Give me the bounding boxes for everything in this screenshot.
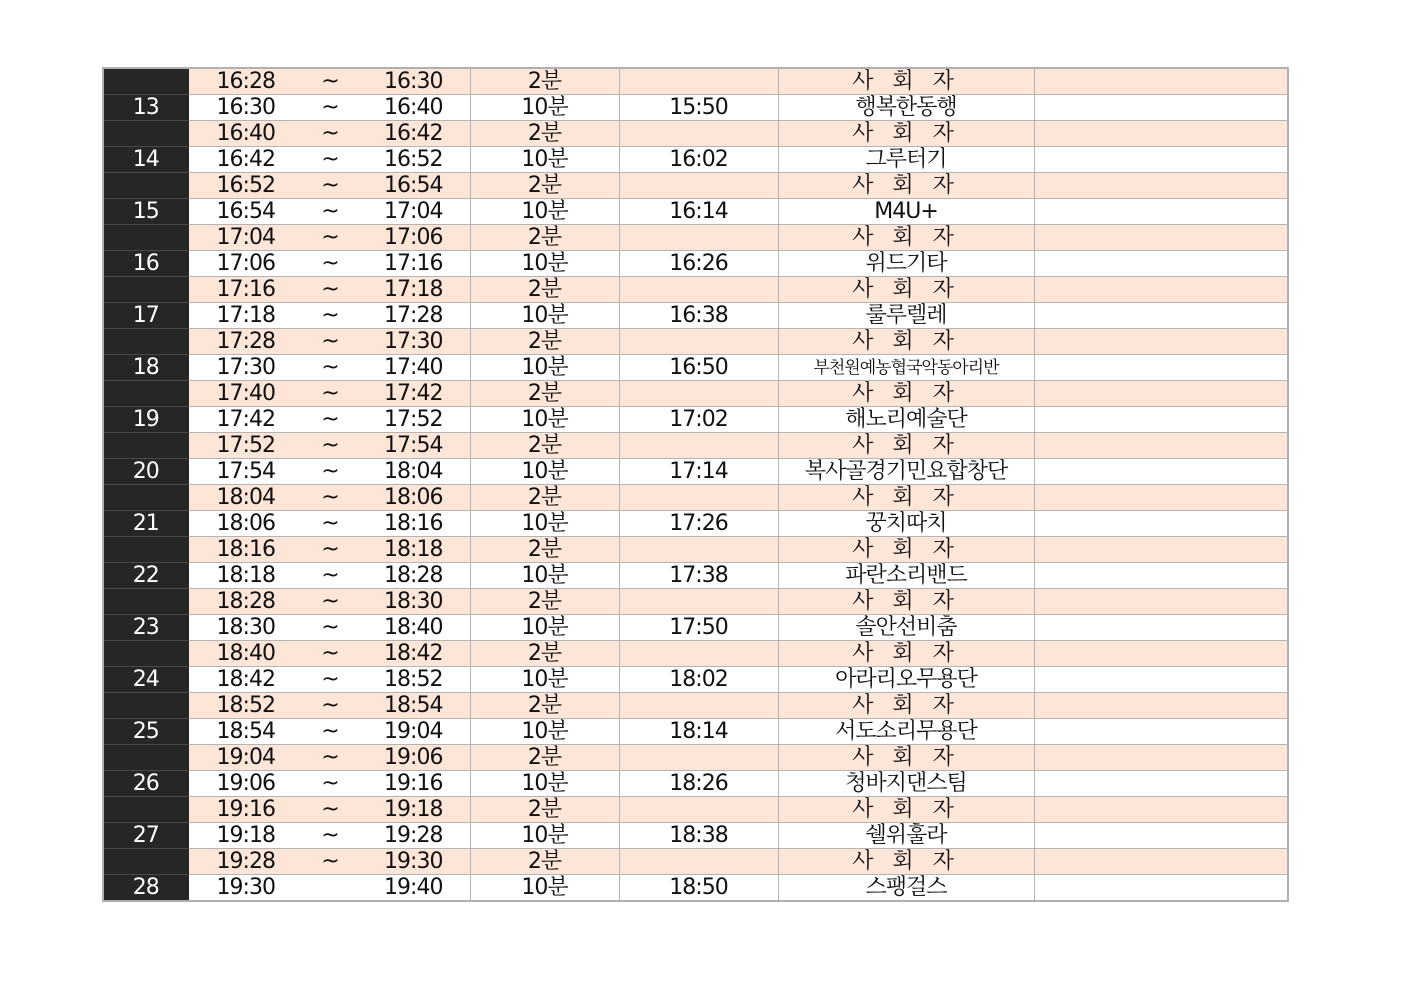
performance-number xyxy=(103,225,188,251)
note xyxy=(1034,485,1288,511)
start-time: 18:52 xyxy=(188,693,303,719)
performer-name: 위드기타 xyxy=(778,251,1034,277)
performance-number: 23 xyxy=(103,615,188,641)
rehearsal-time: 18:26 xyxy=(619,771,778,797)
start-time: 18:04 xyxy=(188,485,303,511)
note xyxy=(1034,563,1288,589)
start-time: 16:30 xyxy=(188,95,303,121)
performer-name: 해노리예술단 xyxy=(778,407,1034,433)
end-time: 19:30 xyxy=(357,849,470,875)
duration: 2분 xyxy=(470,485,619,511)
rehearsal-time: 15:50 xyxy=(619,95,778,121)
end-time: 17:54 xyxy=(357,433,470,459)
performance-number: 27 xyxy=(103,823,188,849)
duration: 2분 xyxy=(470,381,619,407)
time-separator: ~ xyxy=(303,121,357,147)
performer-name: 사 회 자 xyxy=(778,173,1034,199)
performance-number: 16 xyxy=(103,251,188,277)
rehearsal-time xyxy=(619,797,778,823)
performer-name: 사 회 자 xyxy=(778,381,1034,407)
start-time: 19:04 xyxy=(188,745,303,771)
duration: 2분 xyxy=(470,225,619,251)
duration: 10분 xyxy=(470,875,619,902)
end-time: 17:06 xyxy=(357,225,470,251)
end-time: 16:54 xyxy=(357,173,470,199)
performance-row xyxy=(103,355,1288,381)
mc-row xyxy=(103,173,1288,199)
rehearsal-time xyxy=(619,329,778,355)
end-time: 18:40 xyxy=(357,615,470,641)
time-separator: ~ xyxy=(303,563,357,589)
performance-number xyxy=(103,745,188,771)
performer-name: 쉘위훌라 xyxy=(778,823,1034,849)
performer-name: 행복한동행 xyxy=(778,95,1034,121)
time-separator: ~ xyxy=(303,407,357,433)
start-time: 16:28 xyxy=(188,68,303,95)
note xyxy=(1034,68,1288,95)
performance-number xyxy=(103,641,188,667)
note xyxy=(1034,121,1288,147)
time-separator: ~ xyxy=(303,823,357,849)
note xyxy=(1034,303,1288,329)
time-separator: ~ xyxy=(303,849,357,875)
mc-row xyxy=(103,589,1288,615)
note xyxy=(1034,615,1288,641)
performer-name: 사 회 자 xyxy=(778,589,1034,615)
note xyxy=(1034,329,1288,355)
performer-name: 아라리오무용단 xyxy=(778,667,1034,693)
duration: 2분 xyxy=(470,433,619,459)
rehearsal-time: 16:38 xyxy=(619,303,778,329)
duration: 2분 xyxy=(470,68,619,95)
rehearsal-time xyxy=(619,433,778,459)
performer-name: 복사골경기민요합창단 xyxy=(778,459,1034,485)
mc-row xyxy=(103,641,1288,667)
time-separator: ~ xyxy=(303,381,357,407)
duration: 2분 xyxy=(470,329,619,355)
duration: 2분 xyxy=(470,797,619,823)
note xyxy=(1034,277,1288,303)
time-separator xyxy=(303,875,357,902)
performance-number: 24 xyxy=(103,667,188,693)
note xyxy=(1034,173,1288,199)
performance-row xyxy=(103,459,1288,485)
note xyxy=(1034,849,1288,875)
time-separator: ~ xyxy=(303,199,357,225)
performer-name: 사 회 자 xyxy=(778,68,1034,95)
performer-name: 사 회 자 xyxy=(778,797,1034,823)
start-time: 18:18 xyxy=(188,563,303,589)
start-time: 17:54 xyxy=(188,459,303,485)
performance-number: 21 xyxy=(103,511,188,537)
end-time: 18:52 xyxy=(357,667,470,693)
time-separator: ~ xyxy=(303,225,357,251)
start-time: 18:06 xyxy=(188,511,303,537)
duration: 10분 xyxy=(470,771,619,797)
performance-number xyxy=(103,693,188,719)
duration: 2분 xyxy=(470,277,619,303)
performance-number: 22 xyxy=(103,563,188,589)
rehearsal-time xyxy=(619,641,778,667)
time-separator: ~ xyxy=(303,485,357,511)
start-time: 19:30 xyxy=(188,875,303,902)
performance-number xyxy=(103,329,188,355)
mc-row xyxy=(103,433,1288,459)
rehearsal-time xyxy=(619,381,778,407)
start-time: 17:04 xyxy=(188,225,303,251)
rehearsal-time xyxy=(619,537,778,563)
note xyxy=(1034,355,1288,381)
performer-name: 사 회 자 xyxy=(778,433,1034,459)
rehearsal-time: 17:26 xyxy=(619,511,778,537)
schedule-table xyxy=(102,67,1289,902)
duration: 2분 xyxy=(470,121,619,147)
performance-row xyxy=(103,823,1288,849)
note xyxy=(1034,433,1288,459)
performance-row xyxy=(103,615,1288,641)
duration: 2분 xyxy=(470,693,619,719)
start-time: 19:28 xyxy=(188,849,303,875)
mc-row xyxy=(103,537,1288,563)
note xyxy=(1034,407,1288,433)
rehearsal-time: 18:02 xyxy=(619,667,778,693)
end-time: 18:18 xyxy=(357,537,470,563)
note xyxy=(1034,797,1288,823)
mc-row xyxy=(103,693,1288,719)
duration: 10분 xyxy=(470,719,619,745)
performance-number: 18 xyxy=(103,355,188,381)
end-time: 19:40 xyxy=(357,875,470,902)
mc-row xyxy=(103,797,1288,823)
note xyxy=(1034,225,1288,251)
start-time: 17:40 xyxy=(188,381,303,407)
performer-name: 청바지댄스팀 xyxy=(778,771,1034,797)
duration: 10분 xyxy=(470,459,619,485)
rehearsal-time xyxy=(619,485,778,511)
performance-number xyxy=(103,485,188,511)
performance-number: 28 xyxy=(103,875,188,902)
end-time: 19:06 xyxy=(357,745,470,771)
start-time: 16:52 xyxy=(188,173,303,199)
start-time: 18:30 xyxy=(188,615,303,641)
rehearsal-time: 17:02 xyxy=(619,407,778,433)
time-separator: ~ xyxy=(303,95,357,121)
duration: 10분 xyxy=(470,407,619,433)
time-separator: ~ xyxy=(303,667,357,693)
duration: 2분 xyxy=(470,641,619,667)
rehearsal-time xyxy=(619,693,778,719)
end-time: 19:28 xyxy=(357,823,470,849)
note xyxy=(1034,251,1288,277)
performance-number: 26 xyxy=(103,771,188,797)
end-time: 19:18 xyxy=(357,797,470,823)
performance-number: 13 xyxy=(103,95,188,121)
start-time: 16:42 xyxy=(188,147,303,173)
performer-name: 사 회 자 xyxy=(778,277,1034,303)
performer-name: 서도소리무용단 xyxy=(778,719,1034,745)
note xyxy=(1034,511,1288,537)
performance-number xyxy=(103,121,188,147)
end-time: 18:16 xyxy=(357,511,470,537)
performance-row xyxy=(103,251,1288,277)
performance-number: 25 xyxy=(103,719,188,745)
performance-row xyxy=(103,875,1288,902)
performance-number xyxy=(103,537,188,563)
end-time: 17:04 xyxy=(357,199,470,225)
mc-row xyxy=(103,381,1288,407)
time-separator: ~ xyxy=(303,277,357,303)
duration: 10분 xyxy=(470,563,619,589)
note xyxy=(1034,745,1288,771)
performer-name: 사 회 자 xyxy=(778,485,1034,511)
performance-number xyxy=(103,589,188,615)
start-time: 16:40 xyxy=(188,121,303,147)
performance-number: 20 xyxy=(103,459,188,485)
time-separator: ~ xyxy=(303,147,357,173)
schedule-body xyxy=(103,68,1288,901)
end-time: 16:30 xyxy=(357,68,470,95)
performer-name: 사 회 자 xyxy=(778,745,1034,771)
performance-row xyxy=(103,719,1288,745)
end-time: 19:04 xyxy=(357,719,470,745)
performance-number xyxy=(103,433,188,459)
note xyxy=(1034,199,1288,225)
performance-number xyxy=(103,381,188,407)
performer-name: 솔안선비춤 xyxy=(778,615,1034,641)
start-time: 17:30 xyxy=(188,355,303,381)
rehearsal-time xyxy=(619,589,778,615)
start-time: 18:42 xyxy=(188,667,303,693)
time-separator: ~ xyxy=(303,745,357,771)
duration: 10분 xyxy=(470,355,619,381)
rehearsal-time: 16:50 xyxy=(619,355,778,381)
performance-row xyxy=(103,511,1288,537)
performance-row xyxy=(103,95,1288,121)
time-separator: ~ xyxy=(303,355,357,381)
rehearsal-time xyxy=(619,745,778,771)
rehearsal-time xyxy=(619,849,778,875)
rehearsal-time: 18:38 xyxy=(619,823,778,849)
end-time: 19:16 xyxy=(357,771,470,797)
note xyxy=(1034,771,1288,797)
performer-name: 룰루렐레 xyxy=(778,303,1034,329)
performance-row xyxy=(103,563,1288,589)
time-separator: ~ xyxy=(303,251,357,277)
start-time: 19:18 xyxy=(188,823,303,849)
performance-row xyxy=(103,147,1288,173)
mc-row xyxy=(103,485,1288,511)
start-time: 17:28 xyxy=(188,329,303,355)
start-time: 17:06 xyxy=(188,251,303,277)
time-separator: ~ xyxy=(303,797,357,823)
performer-name: 사 회 자 xyxy=(778,693,1034,719)
rehearsal-time: 16:14 xyxy=(619,199,778,225)
rehearsal-time: 17:14 xyxy=(619,459,778,485)
note xyxy=(1034,589,1288,615)
end-time: 17:52 xyxy=(357,407,470,433)
end-time: 16:52 xyxy=(357,147,470,173)
rehearsal-time: 17:38 xyxy=(619,563,778,589)
duration: 10분 xyxy=(470,823,619,849)
note xyxy=(1034,875,1288,902)
performer-name: 사 회 자 xyxy=(778,225,1034,251)
performance-row xyxy=(103,303,1288,329)
time-separator: ~ xyxy=(303,771,357,797)
mc-row xyxy=(103,121,1288,147)
performer-name: 사 회 자 xyxy=(778,329,1034,355)
note xyxy=(1034,641,1288,667)
start-time: 19:06 xyxy=(188,771,303,797)
note xyxy=(1034,381,1288,407)
performance-number: 14 xyxy=(103,147,188,173)
time-separator: ~ xyxy=(303,615,357,641)
mc-row xyxy=(103,277,1288,303)
mc-row xyxy=(103,225,1288,251)
performance-number: 19 xyxy=(103,407,188,433)
rehearsal-time: 18:50 xyxy=(619,875,778,902)
performer-name: 사 회 자 xyxy=(778,537,1034,563)
start-time: 19:16 xyxy=(188,797,303,823)
duration: 2분 xyxy=(470,537,619,563)
rehearsal-time: 16:26 xyxy=(619,251,778,277)
duration: 10분 xyxy=(470,511,619,537)
time-separator: ~ xyxy=(303,537,357,563)
note xyxy=(1034,95,1288,121)
mc-row xyxy=(103,329,1288,355)
performance-number xyxy=(103,797,188,823)
note xyxy=(1034,719,1288,745)
rehearsal-time: 16:02 xyxy=(619,147,778,173)
end-time: 17:42 xyxy=(357,381,470,407)
start-time: 17:18 xyxy=(188,303,303,329)
end-time: 17:40 xyxy=(357,355,470,381)
performer-name: 그루터기 xyxy=(778,147,1034,173)
duration: 2분 xyxy=(470,849,619,875)
performance-number xyxy=(103,849,188,875)
note xyxy=(1034,147,1288,173)
mc-row xyxy=(103,849,1288,875)
rehearsal-time xyxy=(619,121,778,147)
end-time: 17:30 xyxy=(357,329,470,355)
time-separator: ~ xyxy=(303,459,357,485)
start-time: 17:52 xyxy=(188,433,303,459)
time-separator: ~ xyxy=(303,511,357,537)
time-separator: ~ xyxy=(303,693,357,719)
note xyxy=(1034,537,1288,563)
end-time: 18:06 xyxy=(357,485,470,511)
start-time: 18:40 xyxy=(188,641,303,667)
performer-name: M4U+ xyxy=(778,199,1034,225)
performance-number xyxy=(103,277,188,303)
duration: 10분 xyxy=(470,667,619,693)
performance-number: 17 xyxy=(103,303,188,329)
note xyxy=(1034,459,1288,485)
rehearsal-time xyxy=(619,225,778,251)
start-time: 16:54 xyxy=(188,199,303,225)
performance-row xyxy=(103,199,1288,225)
duration: 10분 xyxy=(470,251,619,277)
time-separator: ~ xyxy=(303,719,357,745)
start-time: 18:28 xyxy=(188,589,303,615)
start-time: 18:54 xyxy=(188,719,303,745)
duration: 10분 xyxy=(470,147,619,173)
end-time: 17:28 xyxy=(357,303,470,329)
time-separator: ~ xyxy=(303,173,357,199)
duration: 2분 xyxy=(470,589,619,615)
time-separator: ~ xyxy=(303,641,357,667)
time-separator: ~ xyxy=(303,68,357,95)
performer-name: 사 회 자 xyxy=(778,121,1034,147)
rehearsal-time xyxy=(619,173,778,199)
start-time: 17:42 xyxy=(188,407,303,433)
duration: 10분 xyxy=(470,199,619,225)
rehearsal-time: 18:14 xyxy=(619,719,778,745)
rehearsal-time: 17:50 xyxy=(619,615,778,641)
note xyxy=(1034,693,1288,719)
end-time: 17:18 xyxy=(357,277,470,303)
time-separator: ~ xyxy=(303,303,357,329)
end-time: 18:30 xyxy=(357,589,470,615)
performer-name: 파란소리밴드 xyxy=(778,563,1034,589)
duration: 2분 xyxy=(470,173,619,199)
performer-name: 꿍치따치 xyxy=(778,511,1034,537)
note xyxy=(1034,823,1288,849)
performance-row xyxy=(103,667,1288,693)
end-time: 16:42 xyxy=(357,121,470,147)
performance-row xyxy=(103,407,1288,433)
end-time: 18:28 xyxy=(357,563,470,589)
time-separator: ~ xyxy=(303,433,357,459)
performer-name: 스팽걸스 xyxy=(778,875,1034,902)
performance-number xyxy=(103,68,188,95)
rehearsal-time xyxy=(619,277,778,303)
time-separator: ~ xyxy=(303,329,357,355)
start-time: 17:16 xyxy=(188,277,303,303)
performance-number xyxy=(103,173,188,199)
end-time: 17:16 xyxy=(357,251,470,277)
start-time: 18:16 xyxy=(188,537,303,563)
performer-name: 사 회 자 xyxy=(778,641,1034,667)
performer-name: 부천원예농협국악동아리반 xyxy=(778,355,1034,381)
mc-row xyxy=(103,68,1288,95)
mc-row xyxy=(103,745,1288,771)
duration: 10분 xyxy=(470,615,619,641)
rehearsal-time xyxy=(619,68,778,95)
duration: 10분 xyxy=(470,95,619,121)
end-time: 18:04 xyxy=(357,459,470,485)
note xyxy=(1034,667,1288,693)
end-time: 18:54 xyxy=(357,693,470,719)
duration: 2분 xyxy=(470,745,619,771)
end-time: 18:42 xyxy=(357,641,470,667)
performance-number: 15 xyxy=(103,199,188,225)
duration: 10분 xyxy=(470,303,619,329)
performance-row xyxy=(103,771,1288,797)
performer-name: 사 회 자 xyxy=(778,849,1034,875)
time-separator: ~ xyxy=(303,589,357,615)
end-time: 16:40 xyxy=(357,95,470,121)
